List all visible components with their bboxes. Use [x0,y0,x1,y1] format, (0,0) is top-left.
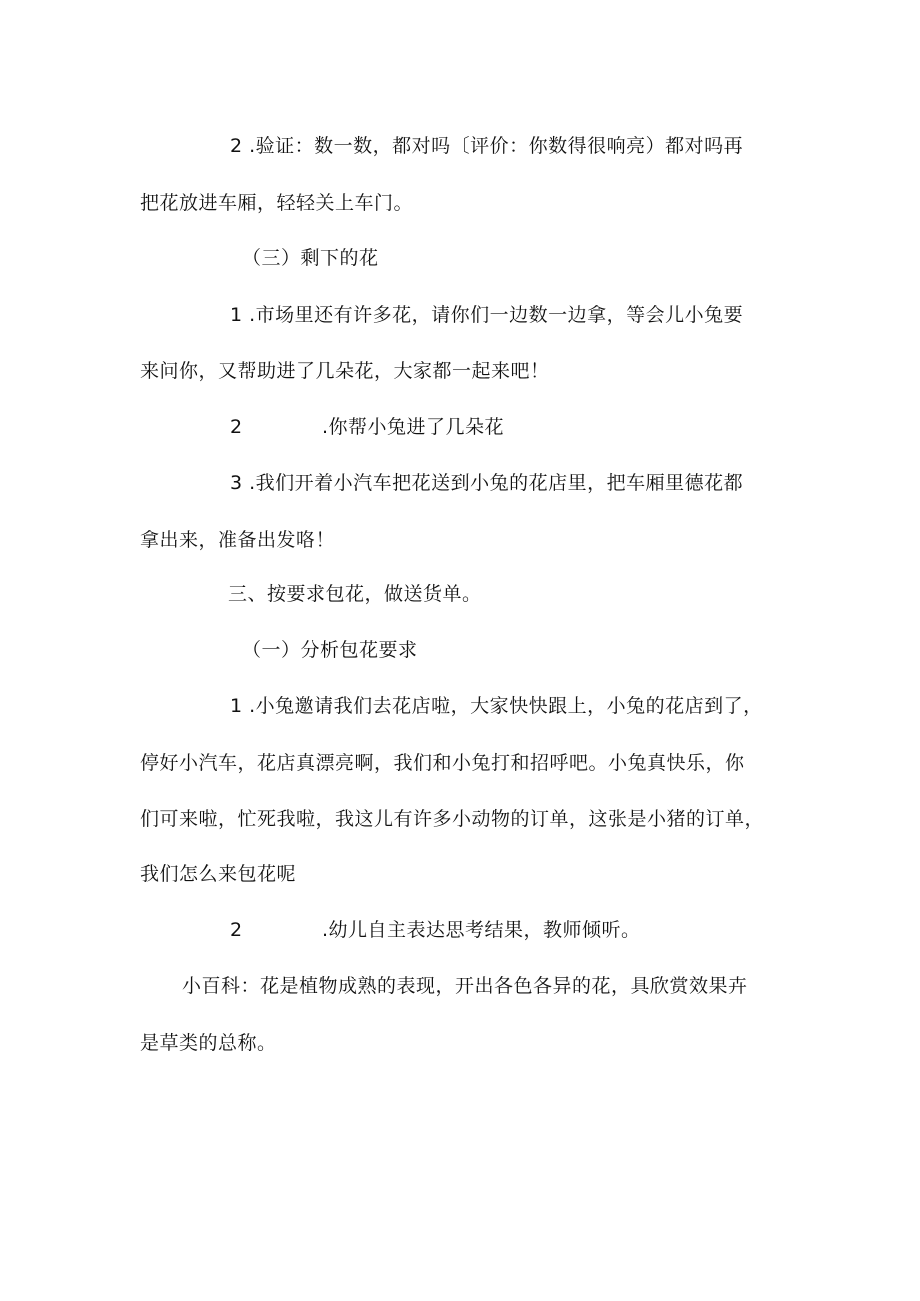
section-heading: （三）剩下的花 [242,247,379,269]
paragraph-line: 拿出来，准备出发咯！ [140,529,336,551]
paragraph-line: 1 .市场里还有许多花，请你们一边数一边拿，等会儿小兔要 [230,304,744,326]
section-heading: （一）分析包花要求 [242,639,418,661]
paragraph-line: 小百科：花是植物成熟的表现，开出各色各异的花，具欣赏效果卉 [182,975,748,997]
paragraph-line: 1 .小兔邀请我们去花店啦，大家快快跟上，小兔的花店到了， [230,695,763,717]
list-number: 2 [230,416,243,438]
paragraph-line: 来问你，又帮助进了几朵花，大家都一起来吧！ [140,360,550,382]
paragraph-line: 我们怎么来包花呢 [140,863,297,885]
paragraph-line: 把花放进车厢，轻轻关上车门。 [140,192,414,214]
paragraph-line: 2 .验证：数一数，都对吗〔评价：你数得很响亮）都对吗再 [230,135,744,157]
paragraph-line: .幼儿自主表达思考结果，教师倾听。 [322,919,641,941]
paragraph-line: 是草类的总称。 [140,1032,277,1054]
paragraph-line: 们可来啦，忙死我啦，我这儿有许多小动物的订单，这张是小猪的订单， [140,808,765,830]
paragraph-line: 停好小汽车，花店真漂亮啊，我们和小兔打和招呼吧。小兔真快乐，你 [140,752,745,774]
list-number: 2 [230,919,243,941]
paragraph-line: .你帮小兔进了几朵花 [322,416,505,438]
section-heading: 三、按要求包花，做送货单。 [228,583,482,605]
paragraph-line: 3 .我们开着小汽车把花送到小兔的花店里，把车厢里德花都 [230,472,744,494]
